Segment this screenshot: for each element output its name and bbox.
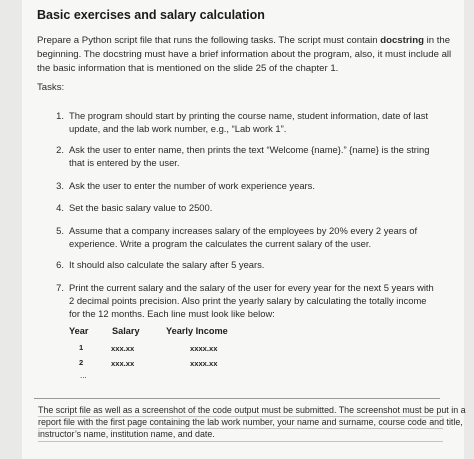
task-item-2 <box>52 143 437 169</box>
footer-line: instructor’s name, institution name, and date. <box>38 429 443 441</box>
table-cell-year: 1 <box>79 343 84 352</box>
intro-paragraph <box>37 34 452 76</box>
table-cell-year: 2 <box>79 358 84 367</box>
task-item-1 <box>52 109 437 135</box>
intro-text-end: in the beginning. The docstring must have a brief information about the program, also, it must include all the basic information that is mentioned on the slide 25 of the chapter 1. <box>37 35 452 74</box>
intro-text-start: Prepare a Python script file that runs the following tasks. The script must contain <box>37 35 381 46</box>
task-item-5 <box>52 224 437 250</box>
task-number: 4. <box>56 202 64 213</box>
task-text: Assume that a company increases salary of the employees by 20% every 2 years of experience. Write a program the calculates the current salary of the user. <box>69 225 418 250</box>
footer-note <box>38 405 466 442</box>
table-cell-salary: xxx.xx <box>111 359 135 368</box>
task-number: 2. <box>56 144 64 155</box>
task-text: Ask the user to enter the number of work experience years. <box>69 180 315 191</box>
footer-line: The script file as well as a screenshot of the code output must be submitted. The screenshot must be put in a <box>38 405 443 417</box>
task-text: It should also calculate the salary after 5 years. <box>69 259 265 270</box>
table-cell-yearly-income: xxxx.xx <box>190 359 218 368</box>
tasks-label: Tasks: <box>37 82 65 93</box>
page-title: Basic exercises and salary calculation <box>37 8 265 22</box>
task-number: 5. <box>56 225 64 236</box>
footer-line: report file with the first page containing the lab work number, your name and surname, course code and title, <box>38 417 443 429</box>
table-header-salary: Salary <box>112 326 140 336</box>
task-text: The program should start by printing the course name, student information, date of last update, and the lab work number, e.g., “Lab work 1”. <box>69 110 429 135</box>
table-header-yearly-income: Yearly Income <box>166 326 228 336</box>
task-number: 1. <box>56 110 64 121</box>
table-ellipsis: ... <box>80 371 87 380</box>
task-item-4 <box>52 201 437 214</box>
table-cell-salary: xxx.xx <box>111 344 135 353</box>
task-number: 3. <box>56 180 64 191</box>
task-item-3 <box>52 179 437 192</box>
task-number: 7. <box>56 282 64 293</box>
table-cell-yearly-income: xxxx.xx <box>190 344 218 353</box>
task-item-7 <box>52 281 437 321</box>
intro-bold-term: docstring <box>380 35 424 46</box>
document-page <box>22 0 464 459</box>
task-text: Print the current salary and the salary of the user for every year for the next 5 years with 2 decimal points precision. Also print the yearly salary by calculating the totally income for the 12 months. Each line must look like below: <box>69 282 434 320</box>
task-text: Ask the user to enter name, then prints the text “Welcome {name}.” {name} is the string that is entered by the user. <box>69 144 430 169</box>
table-header-year: Year <box>69 326 89 336</box>
task-text: Set the basic salary value to 2500. <box>69 202 213 213</box>
section-divider <box>34 398 440 399</box>
task-item-6 <box>52 258 437 271</box>
task-number: 6. <box>56 259 64 270</box>
